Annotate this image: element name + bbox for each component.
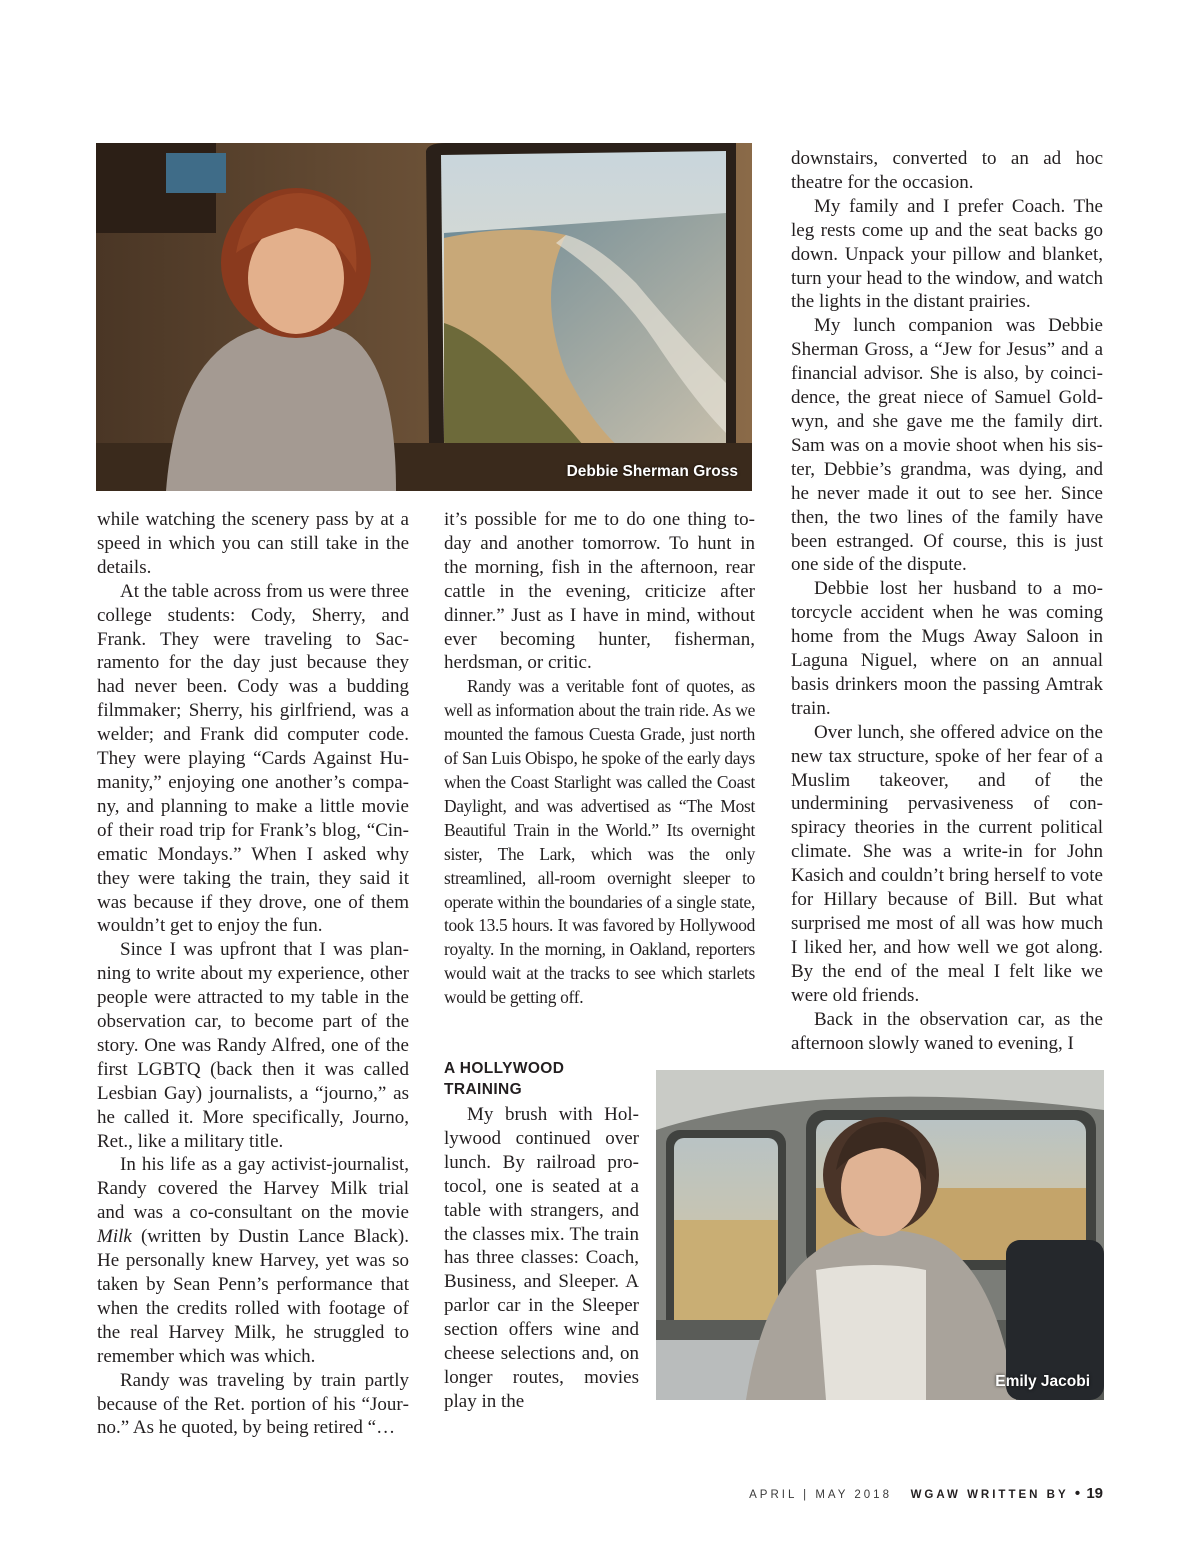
paragraph: My lunch companion was Debbie Sherman Gross, a “Jew for Jesus” and a financial advisor. She is also, by coincidence, the great niece of Samuel Goldwyn, and she gave me the family dirt. Sam was on a movie shoot when his sister, Debbie’s grandma, was dying, and he never made it out to see her. Since then, the two lines of the family have been estranged. Of course, this is just one side of the dispute. (791, 315, 1103, 576)
text-run: In his life as a gay activist-journalist, Randy covered the Harvey Milk trial and was a co-consultant on the movie (97, 1154, 409, 1224)
photo-emily-jacobi (656, 1070, 1104, 1400)
text-run: (written by Dustin Lance Black). He personally knew Harvey, yet was so taken by Sean Penn’s performance that when the credits rolled with footage of the real Harvey Milk, he struggled to remember which was which. (97, 1226, 409, 1367)
paragraph: At the table across from us were three college students: Cody, Sherry, and Frank. They were traveling to Sacramento for the day just because they had never been. Cody was a budding filmmaker; Sherry, his girlfriend, was a welder; and Frank did computer code. They were playing “Cards Against Humanity,” enjoying one another’s company, and planning to make a little movie of their road trip for Frank’s blog, “Cinematic Mondays.” When I asked why they were taking the train, they said it was because if they drove, one of them wouldn’t get to enjoy the fun. (97, 580, 409, 937)
page-footer (749, 1485, 1103, 1502)
article-column-2-lower (444, 1103, 639, 1414)
paragraph (97, 1153, 409, 1368)
paragraph: while watching the scenery pass by at a speed in which you can still take in the details. (97, 509, 409, 578)
article-column-1 (97, 508, 409, 1440)
paragraph: My family and I prefer Coach. The leg rests come up and the seat backs go down. Unpack your pillow and blanket, turn your head to the window, and watch the lights in the distant prairies. (791, 195, 1103, 313)
movie-title: Milk (97, 1226, 132, 1248)
article-column-3 (791, 147, 1103, 1055)
paragraph: downstairs, converted to an ad hoc theatre for the occasion. (791, 148, 1103, 193)
bullet-separator: • (1074, 1485, 1081, 1502)
heading-line: TRAINING (444, 1081, 523, 1098)
section-heading (444, 1058, 644, 1100)
page-number: 19 (1086, 1485, 1103, 1502)
photo-caption: Debbie Sherman Gross (566, 463, 738, 480)
train-window-illustration (96, 143, 752, 491)
publication-name: WGAW WRITTEN BY (910, 1489, 1069, 1501)
paragraph: Since I was upfront that I was planning to write about my experience, other people were attracted to my table in the observation car, to become part of the story. One was Randy Alfred, one of the first LGBTQ (back then it was called Lesbian Gay) journalists, a “journo,” as he called it. More specifically, Journo, Ret., like a military title. (97, 939, 409, 1152)
article-column-2 (444, 508, 755, 1010)
issue-date: APRIL | MAY 2018 (749, 1489, 892, 1501)
heading-line: A HOLLYWOOD (444, 1060, 565, 1077)
observation-car-illustration (656, 1070, 1104, 1400)
paragraph: Over lunch, she offered advice on the new tax structure, spoke of her fear of a Muslim takeover, and of the undermining pervasiveness of conspiracy theories in the current political climate. She was a write-in for John Kasich and couldn’t bring herself to vote for Hillary because of Bill. But what surprised me most of all was how much I liked her, and how well we got along. By the end of the meal I felt like we were old friends. (791, 721, 1103, 1006)
paragraph: it’s possible for me to do one thing today and another tomorrow. To hunt in the morning, fish in the afternoon, rear cattle in the evening, criticize after dinner.” Just as I have in mind, without ever becoming hunter, fisherman, herdsman, or critic. (444, 509, 755, 674)
photo-caption: Emily Jacobi (995, 1373, 1090, 1390)
paragraph: Debbie lost her husband to a motorcycle accident when he was coming home from the Mugs Away Saloon in Laguna Niguel, where on an annual basis drinkers moon the passing Amtrak train. (791, 578, 1103, 719)
paragraph: Randy was a veritable font of quotes, as well as information about the train ride. As we mounted the famous Cuesta Grade, just north of San Luis Obispo, he spoke of the early days when the Coast Starlight was called the Coast Daylight, and was advertised as “The Most Beautiful Train in the World.” Its overnight sister, The Lark, which was the only streamlined, all-room overnight sleeper to operate within the boundaries of a single state, took 13.5 hours. It was favored by Hollywood royalty. In the morning, in Oakland, reporters would wait at the tracks to see which starlets would be getting off. (444, 676, 755, 1008)
photo-debbie-sherman-gross (96, 143, 752, 491)
paragraph: My brush with Hollywood continued over lunch. By railroad protocol, one is seated at a table with strangers, and the classes mix. The train has three classes: Coach, Business, and Sleeper. A parlor car in the Sleeper section offers wine and cheese selections and, on longer routes, movies play in the (444, 1104, 639, 1412)
paragraph: Randy was traveling by train partly because of the Ret. portion of his “Journo.” As he quoted, by being retired “… (97, 1369, 409, 1439)
paragraph: Back in the observation car, as the afternoon slowly waned to evening, I (791, 1008, 1103, 1054)
